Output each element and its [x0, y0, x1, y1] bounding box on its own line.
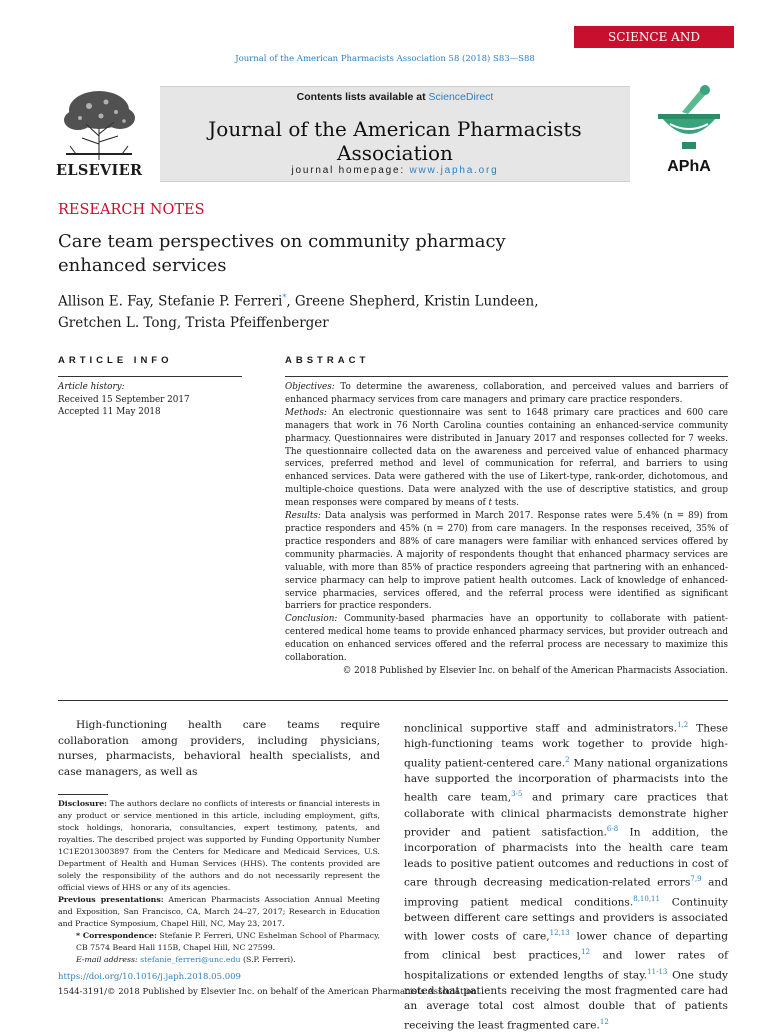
citation-ref[interactable]: 6-8	[606, 825, 619, 834]
correspondence-label: * Correspondence:	[76, 931, 157, 940]
disclosure-text: The authors declare no conflicts of interests or financial interests in any product or service mentioned in this article, including employment, gifts, stock holdings, honoraria, consultancies, expert testimony, patents, and royalties. The described project was supported by Funding Opportunity Number 1C1E2013003897 from the Centers for Medicare and Medicaid Services, U.S. Department of Health and Human Services (HHS). The contents provided are solely the responsibility of the authors and do not necessarily represent the official views of HHS or any of its agencies.	[58, 799, 380, 892]
previous-label: Previous presentations:	[58, 895, 164, 904]
methods-label: Methods:	[285, 407, 327, 418]
objectives-label: Objectives:	[285, 382, 335, 392]
homepage-link[interactable]: www.japha.org	[409, 165, 499, 176]
author-list	[58, 287, 578, 334]
correspondence-text: Stefanie P. Ferreri, UNC Eshelman School of Pharmacy, CB 7574 Beard Hall 115B, Chapel Hill, NC 27599.	[76, 931, 380, 952]
abstract-objectives	[285, 381, 728, 407]
body-text: and primary care practices that collaborate with clinical pharmacists demonstrate higher provider and patient satisfaction.	[404, 791, 728, 839]
article-info-heading: ARTICLE INFO	[58, 355, 173, 366]
citation-ref[interactable]: 8,10,11	[633, 894, 660, 903]
body-text: lower chance of departing from clinical best practices,	[404, 930, 728, 962]
sciencedirect-link[interactable]: ScienceDirect	[428, 91, 494, 103]
accepted-date: Accepted 11 May 2018	[58, 407, 161, 417]
conclusion-label: Conclusion:	[285, 614, 338, 625]
citation-ref[interactable]: 3-5	[511, 790, 523, 799]
citation-ref[interactable]: 12	[581, 948, 591, 957]
objectives-text: To determine the awareness, collaboration, and perceived values and barriers of enhanced pharmacy services from care managers and primary care practice responders.	[285, 382, 728, 405]
citation-ref[interactable]: 12,13	[549, 929, 570, 938]
citation-link[interactable]: Journal of the American Pharmacists Association 58 (2018) S83—S88	[235, 54, 535, 64]
body-text: Many national organizations have supported the incorporation of pharmacists into the health care team,	[404, 757, 728, 804]
citation-ref[interactable]: 11-13	[647, 967, 668, 976]
journal-title: Journal of the American Pharmacists Association	[208, 117, 582, 165]
body-text: and lower rates of hospitalizations or extended lengths of stay.	[404, 949, 728, 982]
authors-part-1: Allison E. Fay, Stefanie P. Ferreri	[58, 293, 283, 310]
methods-t: t	[488, 498, 493, 509]
authors-line-2: Gretchen L. Tong, Trista Pfeiffenberger	[58, 314, 329, 331]
previous-presentations-note	[58, 894, 380, 930]
homepage-label: journal homepage:	[291, 165, 410, 176]
citation-ref[interactable]: 1,2	[677, 721, 689, 729]
body-text: In addition, the incorporation of pharmacists into the health care team leads to positive patient outcomes and reductions in cost of care through decreasing medication-related errors	[404, 826, 728, 889]
abstract-methods	[285, 407, 728, 510]
history-label: Article history:	[58, 382, 125, 392]
body-text: nonclinical supportive staff and administrators.	[404, 722, 678, 735]
results-label: Results:	[285, 511, 321, 522]
homepage-line	[160, 165, 630, 176]
apha-mortar-pestle-icon	[648, 84, 730, 154]
citation-ref[interactable]: 7,9	[690, 875, 702, 884]
intro-paragraph-left: High-functioning health care teams require collaboration among providers, including physicians, nurses, pharmacists, behavioral health specialists, and case managers, as well as	[58, 719, 380, 778]
article-title: Care team perspectives on community pharmacy enhanced services	[58, 231, 506, 276]
body-text: These high-functioning teams work together to provide high-quality patient-centered care.	[404, 722, 728, 770]
body-divider	[58, 700, 728, 701]
email-note	[58, 954, 380, 966]
previous-text: American Pharmacists Association Annual Meeting and Exposition, San Francisco, CA, March 24–27, 2017; Research in Education and Practice Symposium, Chapel Hill, NC, May 23, 2017.	[58, 895, 380, 928]
methods-text-end: tests.	[492, 498, 519, 509]
footnotes	[58, 798, 380, 966]
results-text: Data analysis was performed in March 2017. Response rates were 5.4% (n = 89) from practice responders and 45% (n = 270) from care managers. In the responses received, 35% of practice responders and 88% of care managers were familiar with enhanced services offered by community pharmacies. A majority of respondents thought that enhanced pharmacy services are valuable, with more than 85% of practice responders agreeing that partnering with an enhanced-service pharmacy can help to improve patient health outcomes. Lack of knowledge of enhanced-service pharmacies, services offered, and the referral process were identified as significant barriers for practice responders.	[285, 511, 728, 612]
abstract-body	[285, 381, 728, 678]
article-type: RESEARCH NOTES	[58, 202, 205, 218]
email-label: E-mail address:	[76, 955, 138, 964]
abstract-conclusion	[285, 613, 728, 665]
citation-ref[interactable]: 12	[599, 1017, 609, 1026]
disclosure-label: Disclosure:	[58, 799, 108, 808]
abstract-heading: ABSTRACT	[285, 355, 370, 366]
authors-part-2: , Greene Shepherd, Kristin Lundeen,	[286, 293, 539, 310]
doi-link[interactable]: https://doi.org/10.1016/j.japh.2018.05.009	[58, 972, 241, 982]
methods-text: An electronic questionnaire was sent to 1648 primary care practices and 600 care managers that work in 76 North Carolina counties containing an enhanced-service community pharmacy. Questionnaires were distributed in January 2017 and responses collected for 7 weeks. The questionnaire collected data on the awareness and perceived value of enhanced pharmacy services, preferred method and level of communication for referral, and barriers to using enhanced services. Data were gathered with the use of Likert-type, rank-order, dichotomous, and multiple-choice questions. Data were analyzed with the use of descriptive statistics, and group mean responses were compared by means of	[285, 407, 728, 509]
issn-copyright: 1544-3191/© 2018 Published by Elsevier Inc. on behalf of the American Pharmacists Association.	[58, 987, 480, 997]
body-text: and improving patient medical conditions.	[404, 877, 728, 909]
received-date: Received 15 September 2017	[58, 394, 190, 405]
elsevier-logo-text: ELSEVIER	[56, 162, 143, 179]
apha-logo-text: APhA	[667, 158, 711, 175]
disclosure-note	[58, 798, 380, 894]
abstract-copyright: © 2018 Published by Elsevier Inc. on behalf of the American Pharmacists Association.	[342, 665, 728, 676]
abstract-results	[285, 510, 728, 613]
citation-ref[interactable]: 2	[565, 755, 570, 764]
footnote-divider	[58, 794, 108, 795]
article-info-divider	[58, 376, 242, 377]
elsevier-tree-icon	[56, 88, 142, 162]
corresponding-author-mark[interactable]: *	[282, 293, 287, 302]
article-history	[58, 381, 190, 419]
body-text: One study noted that patients receiving the most fragmented care had an average total cost almost double that of patients receiving the least fragmented care.	[404, 969, 728, 1032]
email-suffix: (S.P. Ferreri).	[240, 955, 296, 964]
body-text: Continuity between different care settings and providers is associated with lower costs of care,	[404, 896, 728, 943]
email-link[interactable]: stefanie_ferreri@unc.edu	[140, 955, 241, 964]
section-tag: SCIENCE AND PRACTICE	[574, 26, 734, 48]
correspondence-note	[58, 930, 380, 954]
conclusion-text: Community-based pharmacies have an opportunity to collaborate with patient-centered medical home teams to provide enhanced pharmacy services, but provider outreach and education on enhanced services offered and the referral process are necessary to maximize this collaboration.	[285, 614, 728, 664]
journal-header	[160, 86, 630, 182]
contents-line	[160, 91, 630, 103]
abstract-divider	[285, 376, 728, 377]
contents-prefix: Contents lists available at	[296, 91, 429, 103]
